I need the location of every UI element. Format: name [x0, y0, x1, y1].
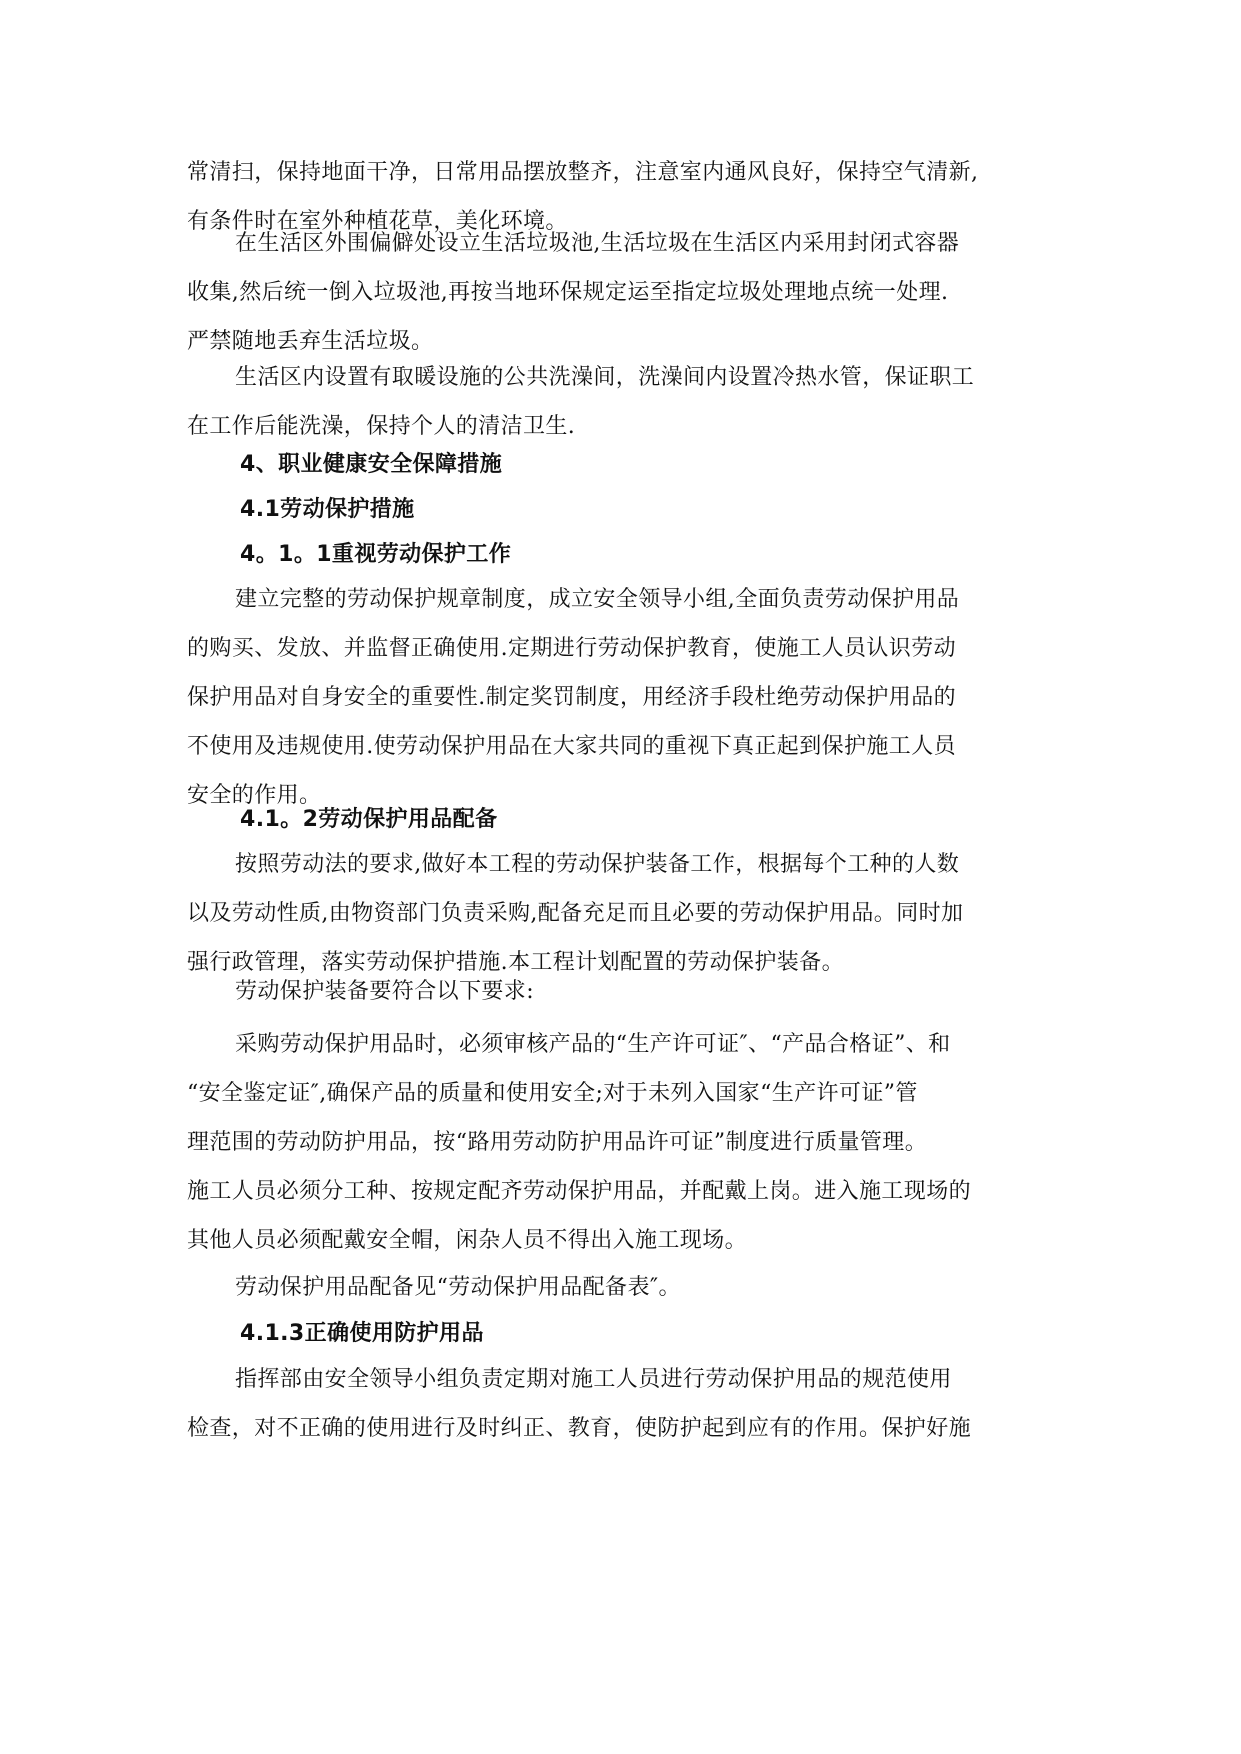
text-line: 以及劳动性质,由物资部门负责采购,配备充足而且必要的劳动保护用品。同时加	[187, 901, 964, 926]
text-line: 常清扫，保持地面干净，日常用品摆放整齐，注意室内通风良好，保持空气清新,	[187, 160, 979, 185]
paragraph-bathhouse	[187, 353, 1057, 451]
paragraph-equipment-table-reference	[187, 1263, 1057, 1312]
text-line: 生活区内设置有取暖设施的公共洗澡间，洗澡间内设置冷热水管，保证职工	[235, 365, 975, 390]
paragraph-labor-protection-system	[187, 575, 1057, 820]
text-line: 劳动保护用品配备见“劳动保护用品配备表″。	[235, 1275, 681, 1300]
text-line: 不使用及违规使用.使劳动保护用品在大家共同的重视下真正起到保护施工人员	[187, 734, 956, 759]
text-line: 在生活区外围偏僻处设立生活垃圾池,生活垃圾在生活区内采用封闭式容器	[235, 231, 960, 256]
section-heading-4-1: 4.1劳动保护措施	[240, 497, 415, 522]
section-heading-4: 4、职业健康安全保障措施	[240, 452, 503, 477]
text-line: 建立完整的劳动保护规章制度，成立安全领导小组,全面负责劳动保护用品	[235, 587, 960, 612]
text-line: 按照劳动法的要求,做好本工程的劳动保护装备工作，根据每个工种的人数	[235, 852, 960, 877]
paragraph-procurement-certificates	[187, 1020, 1057, 1265]
text-line: 理范围的劳动防护用品，按“路用劳动防护用品许可证”制度进行质量管理。	[187, 1130, 928, 1155]
section-heading-4-1-3: 4.1.3正确使用防护用品	[240, 1321, 484, 1346]
section-heading-4-1-2: 4.1。2劳动保护用品配备	[240, 807, 498, 832]
text-line: 检查，对不正确的使用进行及时纠正、教育，使防护起到应有的作用。保护好施	[187, 1416, 972, 1441]
paragraph-correct-usage	[187, 1355, 1057, 1453]
paragraph-requirements-intro	[187, 967, 1057, 1016]
text-line: 安全的作用。	[187, 783, 322, 808]
text-line: 施工人员必须分工种、按规定配齐劳动保护用品，并配戴上岗。进入施工现场的	[187, 1179, 972, 1204]
text-line: 采购劳动保护用品时，必须审核产品的“生产许可证″、“产品合格证”、和	[235, 1032, 951, 1057]
text-line: 其他人员必须配戴安全帽，闲杂人员不得出入施工现场。	[187, 1228, 748, 1253]
text-line: 的购买、发放、并监督正确使用.定期进行劳动保护教育，使施工人员认识劳动	[187, 636, 956, 661]
section-heading-4-1-1: 4。1。1重视劳动保护工作	[240, 542, 512, 567]
text-line: 严禁随地丢弃生活垃圾。	[187, 329, 434, 354]
text-line: 有条件时在室外种植花草，美化环境。	[187, 209, 568, 234]
text-line: 强行政管理，落实劳动保护措施.本工程计划配置的劳动保护装备。	[187, 950, 844, 975]
text-line: 在工作后能洗澡，保持个人的清洁卫生.	[187, 414, 576, 439]
text-line: 保护用品对自身安全的重要性.制定奖罚制度，用经济手段杜绝劳动保护用品的	[187, 685, 956, 710]
text-line: 劳动保护装备要符合以下要求:	[235, 979, 535, 1004]
paragraph-equipment-procurement	[187, 840, 1057, 987]
paragraph-garbage-pool	[187, 219, 1057, 366]
text-line: 指挥部由安全领导小组负责定期对施工人员进行劳动保护用品的规范使用	[235, 1367, 952, 1392]
text-line: “安全鉴定证″,确保产品的质量和使用安全;对于未列入国家“生产许可证”管	[187, 1081, 918, 1106]
text-line: 收集,然后统一倒入垃圾池,再按当地环保规定运至指定垃圾处理地点统一处理.	[187, 280, 949, 305]
